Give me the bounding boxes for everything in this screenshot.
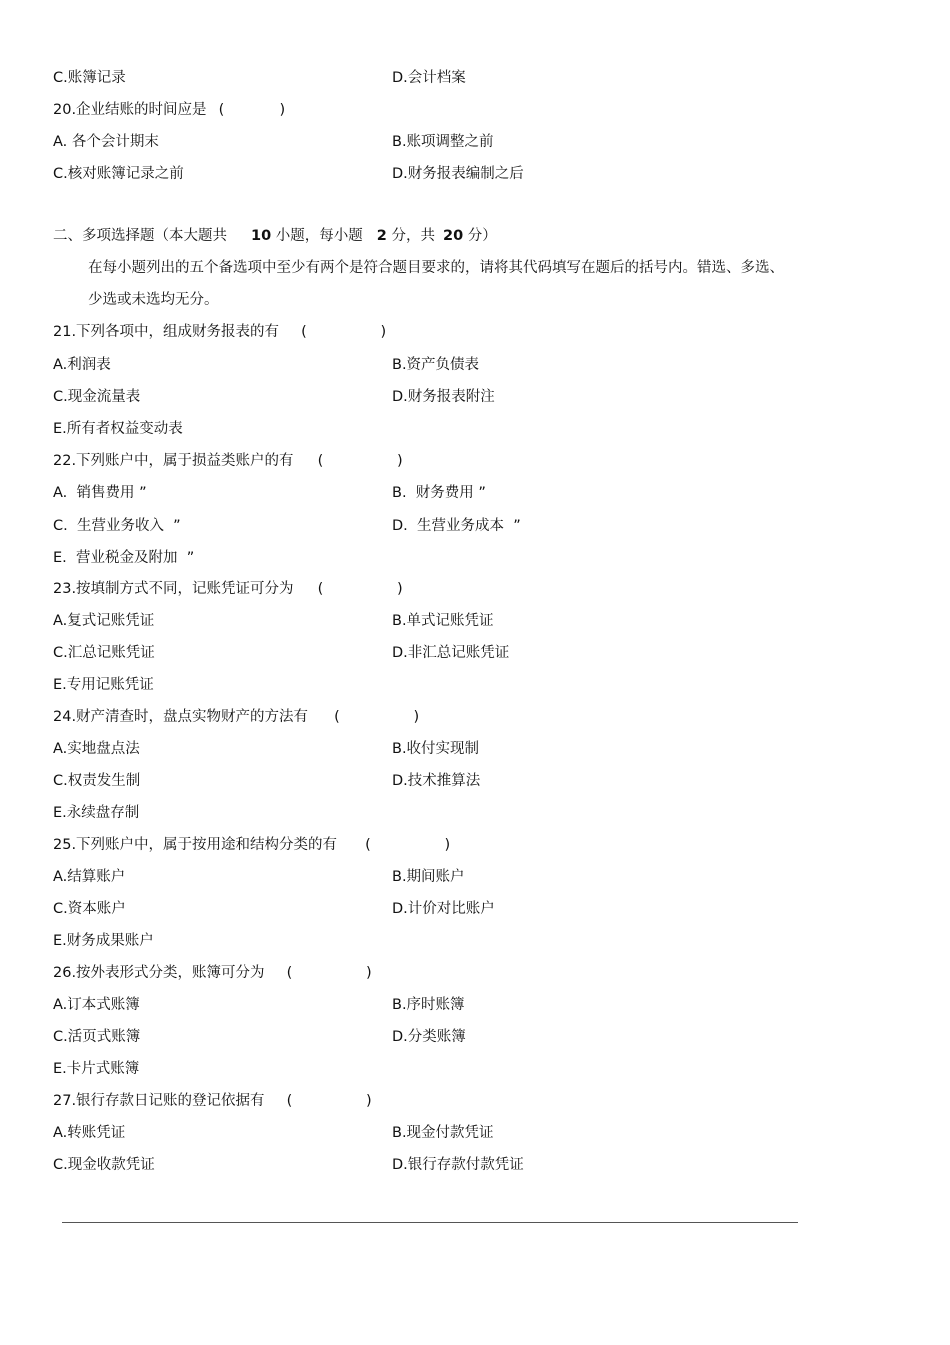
question-25-option-e: E.财务成果账户 bbox=[53, 933, 154, 949]
question-22-option-a: A. 销售费用 ” bbox=[53, 485, 147, 501]
question-22-option-d: D. 生营业务成本 ” bbox=[392, 518, 521, 534]
question-20-text: 20.企业结账的时间应是 bbox=[53, 102, 207, 118]
question-count: 10 bbox=[251, 228, 272, 244]
question-22-text: 22.下列账户中，属于损益类账户的有 bbox=[53, 453, 294, 469]
question-20-option-a: A. 各个会计期末 bbox=[53, 134, 159, 150]
question-26-option-a: A.订本式账簿 bbox=[53, 997, 140, 1013]
question-24-option-d: D.技术推算法 bbox=[392, 773, 481, 789]
question-26-option-e: E.卡片式账簿 bbox=[53, 1061, 140, 1077]
points-per-question: 2 bbox=[376, 228, 387, 244]
question-24-option-c: C.权责发生制 bbox=[53, 773, 141, 789]
question-25 bbox=[53, 835, 450, 855]
question-23-option-b: B.单式记账凭证 bbox=[392, 613, 494, 629]
section-instructions-line-2: 少选或未选均无分。 bbox=[88, 292, 219, 308]
question-27-text: 27.银行存款日记账的登记依据有 bbox=[53, 1093, 265, 1109]
question-21-option-d: D.财务报表附注 bbox=[392, 389, 495, 405]
question-25-option-a: A.结算账户 bbox=[53, 869, 126, 885]
question-22 bbox=[53, 451, 403, 471]
question-25-option-b: B.期间账户 bbox=[392, 869, 465, 885]
answer-blank-24: ( ) bbox=[334, 709, 420, 725]
answer-blank-22: ( ) bbox=[317, 453, 403, 469]
page-divider bbox=[62, 1222, 798, 1223]
question-26 bbox=[53, 963, 372, 983]
question-27-option-d: D.银行存款付款凭证 bbox=[392, 1157, 524, 1173]
question-22-option-c: C. 生营业务收入 ” bbox=[53, 518, 181, 534]
question-21-text: 21.下列各项中，组成财务报表的有 bbox=[53, 324, 280, 340]
question-24-text: 24.财产清查时，盘点实物财产的方法有 bbox=[53, 709, 309, 725]
question-21-option-e: E.所有者权益变动表 bbox=[53, 421, 183, 437]
question-23-text: 23.按填制方式不同，记账凭证可分为 bbox=[53, 581, 294, 597]
question-26-text: 26.按外表形式分类，账簿可分为 bbox=[53, 965, 265, 981]
section-heading-text-2: 小题，每小题 bbox=[271, 228, 363, 244]
question-27-option-b: B.现金付款凭证 bbox=[392, 1125, 494, 1141]
question-21-option-a: A.利润表 bbox=[53, 357, 111, 373]
question-24-option-e: E.永续盘存制 bbox=[53, 805, 140, 821]
question-24 bbox=[53, 707, 419, 727]
question-22-option-e: E. 营业税金及附加 ” bbox=[53, 550, 195, 566]
question-26-option-d: D.分类账簿 bbox=[392, 1029, 466, 1045]
section-heading-text-4: 分） bbox=[463, 228, 497, 244]
question-20-option-c: C.核对账簿记录之前 bbox=[53, 166, 184, 182]
question-23-option-a: A.复式记账凭证 bbox=[53, 613, 155, 629]
answer-blank-27: ( ) bbox=[286, 1093, 372, 1109]
question-27-option-a: A.转账凭证 bbox=[53, 1125, 126, 1141]
question-20-option-d: D.财务报表编制之后 bbox=[392, 166, 524, 182]
answer-blank-23: ( ) bbox=[317, 581, 403, 597]
question-21-option-c: C.现金流量表 bbox=[53, 389, 141, 405]
question-21 bbox=[53, 322, 386, 342]
question-22-option-b: B. 财务费用 ” bbox=[392, 485, 486, 501]
question-23-option-c: C.汇总记账凭证 bbox=[53, 645, 155, 661]
section-heading-text: 二、多项选择题（本大题共 bbox=[53, 228, 227, 244]
answer-blank-25: ( ) bbox=[365, 837, 451, 853]
question-25-option-d: D.计价对比账户 bbox=[392, 901, 495, 917]
question-27 bbox=[53, 1091, 372, 1111]
answer-blank-21: ( ) bbox=[301, 324, 387, 340]
question-23-option-d: D.非汇总记账凭证 bbox=[392, 645, 510, 661]
question-21-option-b: B.资产负债表 bbox=[392, 357, 480, 373]
question-25-option-c: C.资本账户 bbox=[53, 901, 126, 917]
option-d-accounting-archives: D.会计档案 bbox=[392, 70, 466, 86]
question-24-option-a: A.实地盘点法 bbox=[53, 741, 140, 757]
section-instructions-line-1: 在每小题列出的五个备选项中至少有两个是符合题目要求的，请将其代码填写在题后的括号内。错选、多选、 bbox=[88, 260, 784, 276]
question-25-text: 25.下列账户中，属于按用途和结构分类的有 bbox=[53, 837, 338, 853]
section-heading-text-3: 分，共 bbox=[386, 228, 435, 244]
option-c-account-records: C.账簿记录 bbox=[53, 70, 126, 86]
question-20 bbox=[53, 100, 285, 120]
total-points: 20 bbox=[443, 228, 464, 244]
answer-blank-20: ( ) bbox=[218, 102, 286, 118]
question-24-option-b: B.收付实现制 bbox=[392, 741, 480, 757]
question-27-option-c: C.现金收款凭证 bbox=[53, 1157, 155, 1173]
section-heading bbox=[53, 226, 497, 246]
question-20-option-b: B.账项调整之前 bbox=[392, 134, 494, 150]
question-23 bbox=[53, 579, 403, 599]
question-23-option-e: E.专用记账凭证 bbox=[53, 677, 154, 693]
answer-blank-26: ( ) bbox=[286, 965, 372, 981]
question-26-option-c: C.活页式账簿 bbox=[53, 1029, 141, 1045]
question-26-option-b: B.序时账簿 bbox=[392, 997, 465, 1013]
